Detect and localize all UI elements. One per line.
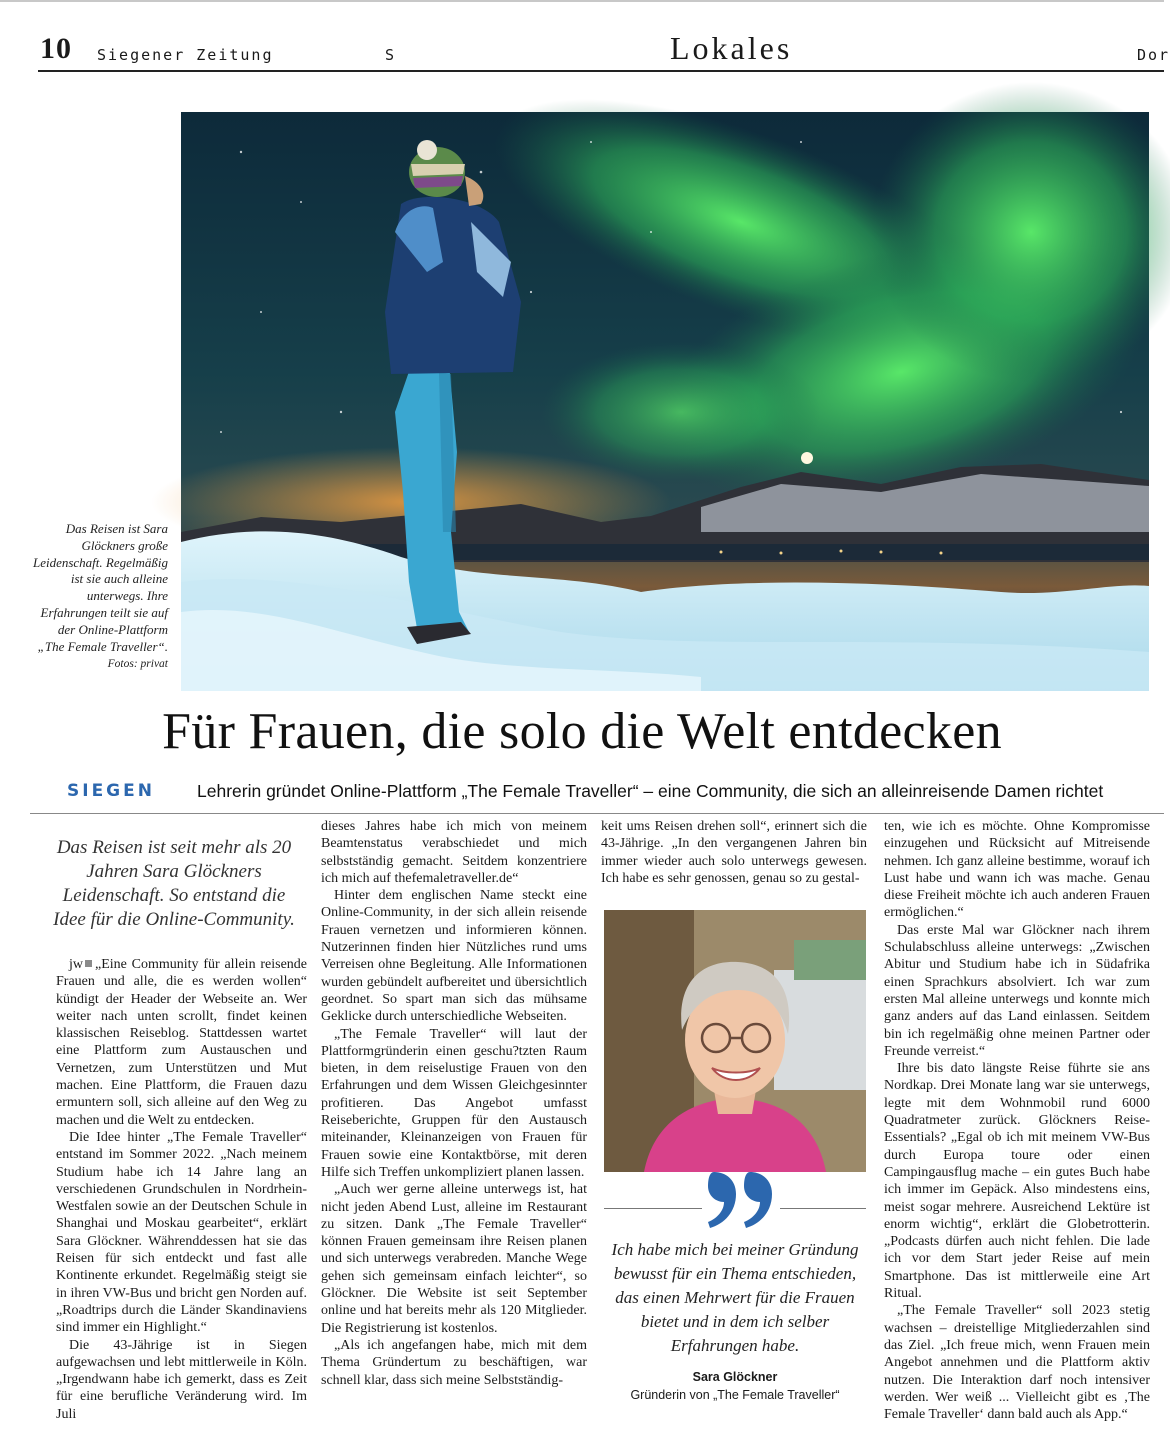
article-column-1 [56,956,307,1423]
paragraph: „The Female Traveller“ soll 2023 stetig wachsen – dreistellige Mitgliederzahlen sind das Ziel. „Ich freue mich, wenn Frauen mein Angebot annehmen und die Plattform aktiv nutzen. Die Interaktion darf noch intensiver werden. Wer weiß ... Vielleicht gibt es ‚The Female Traveller‘ dann bald auch als App.“ [884,1303,1150,1423]
paragraph: ten, wie ich es möchte. Ohne Kompromisse einzugehen und Rücksicht auf Mitreisende nehmen. Ich ganz alleine bestimme, worauf ich Lust habe und wann ich was mache. Genau diese Freiheit möchte ich auch anderen Frauen ermöglichen.“ [884,819,1150,921]
top-border [0,0,1164,2]
paragraph: jw „Eine Community für allein reisende Frauen und alle, die es werden wollen“ kündigt der Header der Webseite an. Wer weiter nach unten scrollt, findet keinen klassischen Reiseblog. Stattdessen wartet eine Plattform zum Austauschen und Vernetzen, zum Unterstützen und Mut machen. Eine Plattform, die Frauen dazu ermuntern soll, sich alleine auf den Weg zu machen und die Welt zu entdecken. [56,957,307,1128]
paragraph: keit ums Reisen drehen soll“, erinnert sich die 43-Jährige. „In den vergangenen Jahren bin immer wieder auch solo unterwegs gewesen. Ich habe es sehr genossen, genau so zu gestal- [601,819,867,886]
article-column-2 [321,818,587,1389]
portrait-photo [604,910,866,1172]
headline: Für Frauen, die solo die Welt entdecken [162,703,1002,760]
page-number: 10 [40,32,72,65]
paragraph: Das erste Mal war Glöckner nach ihrem Schulabschluss alleine unterwegs: „Zwischen Abitur und Studium habe ich in Südafrika einen Sprachkurs absolviert. Ich war zum ersten Mal alleine unterwegs und konnte mich ganz anders auf das Land einlassen. Seitdem bin ich regelmäßig ohne meinen Partner oder Freunde verreist.“ [884,922,1150,1059]
paragraph: „Auch wer gerne alleine unterwegs ist, hat nicht jeden Abend Lust, alleine im Restaurant zu sitzen. Dank „The Female Traveller“ können Frauen gemeinsam ihre Reisen planen und sich unterwegs verabreden. Manche Wege gehen sich gemeinsam einfach leichter“, so Glöckner. Die Website ist seit September online und hat bereits mehr als 120 Mitglieder. Die Registrierung ist kostenlos. [321,1182,587,1336]
quote-author-role: Gründerin von „The Female Traveller“ [630,1388,840,1402]
aurora-photo [181,112,1149,691]
paragraph: dieses Jahres habe ich mich von meinem Beamtenstatus verabschiedet und mich selbstständig gemacht. Seitdem konzentriere ich mich auf thefemaletraveller.de“ [321,819,587,886]
caption-text: Das Reisen ist Sara Glöckners große Leidenschaft. Regelmäßig ist sie auch alleine unterwegs. Ihre Erfahrungen teilt sie auf der Online-Plattform „The Female Traveller“. [32,521,168,654]
section-title: Lokales [670,30,793,66]
weekday: Dor [1137,46,1170,64]
edition-letter: S [385,46,395,64]
paragraph: „The Female Traveller“ will laut der Plattformgründerin einen geschu?tzten Raum bieten, in dem reiselustige Frauen von den Erfahrungen und dem Wissen Gleichgesinnter profitieren. Das Angebot umfasst Reiseberichte, Gruppen für den Austausch miteinander, Kleinanzeigen von Frauen für Frauen sowie eine Kontaktbörse, mit deren Hilfe sich Treffen unkompliziert planen lassen. [321,1026,587,1180]
paragraph: Ihre bis dato längste Reise führte sie ans Nordkap. Drei Monate lang war sie unterwegs, legte mit dem Wohnmobil rund 6000 Quadratmeter zurück. Glöckners Reise-Essentials? „Egal ob ich mit meinem VW-Bus durch Europa toure oder einen Campingausflug mache – ein gutes Buch habe ich immer im Gepäck. Also mindestens eins, meist sogar mehrere. Ausreichend Lektüre ist enorm wichtig“, erklärt die Globetrotterin. „Podcasts dürfen auch nicht fehlen. Die lade ich vor dem Start jeder Reise auf mein Smartphone. Das ist mittlerweile eine Art Ritual. [884,1061,1150,1302]
subheadline-rule [30,813,1164,814]
subheadline: Lehrerin gründet Online-Plattform „The Female Traveller“ – eine Community, die sich an alleinreisende Damen richtet [197,781,1104,801]
photo-credit: Fotos: privat [107,658,168,671]
location-kicker: SIEGEN [67,781,155,801]
newspaper-name: Siegener Zeitung [97,46,274,64]
photo-caption [30,521,168,673]
quote-author: Sara Glöckner [692,1370,778,1384]
article-column-4 [884,818,1150,1423]
square-bullet-icon [85,960,92,967]
teaser: Das Reisen ist seit mehr als 20 Jahren Sara Glöckners Leidenschaft. So entstand die Idee für die Online-Community. [53,837,295,930]
author-tag: jw [69,957,83,972]
paragraph: Die 43-Jährige ist in Siegen aufgewachsen und lebt mittlerweile in Köln. „Irgendwann habe ich gemerkt, dass es Zeit für eine berufliche Veränderung wird. Im Juli [56,1337,307,1422]
paragraph: Hinter dem englischen Name steckt eine Online-Community, in der sich allein reisende Frauen vernetzen und informieren können. Nutzerinnen finden hier Nützliches rund ums Verreisen ohne Begleitung. Alle Informationen wurden gebündelt aufbereitet und übersichtlich geordnet. So spart man sich das mühsame Geklicke durch unterschiedliche Webseiten. [321,888,587,1025]
pull-quote: Ich habe mich bei meiner Gründung bewusst für ein Thema entschieden, das einen Mehrwert für die Frauen bietet und in dem ich selber Erfahrungen habe. [611,1240,859,1355]
quote-mark-icon [706,1168,776,1230]
paragraph: Die Idee hinter „The Female Traveller“ entstand im Sommer 2022. „Nach meinem Studium habe ich 14 Jahre lang an verschiedenen Grundschulen in Nordrhein-Westfalen sowie an der Deutschen Schule in Shanghai und Moskau gearbeitet“, erklärt Sara Glöckner. Währenddessen hat sie das Reisen für sich entdeckt und fast alle Kontinente erkundet. Regelmäßig steigt sie in ihren VW-Bus und bricht gen Norden auf. „Roadtrips durch die Länder Skandinaviens sind immer ein Highlight.“ [56,1129,307,1336]
quote-rule-left [604,1208,702,1209]
quote-rule-right [780,1208,866,1209]
paragraph: „Als ich angefangen habe, mich mit dem Thema Gründertum zu beschäftigen, war schnell klar, dass sich meine Selbstständig- [321,1337,587,1388]
masthead-rule [38,70,1164,72]
article-column-3 [601,818,867,887]
